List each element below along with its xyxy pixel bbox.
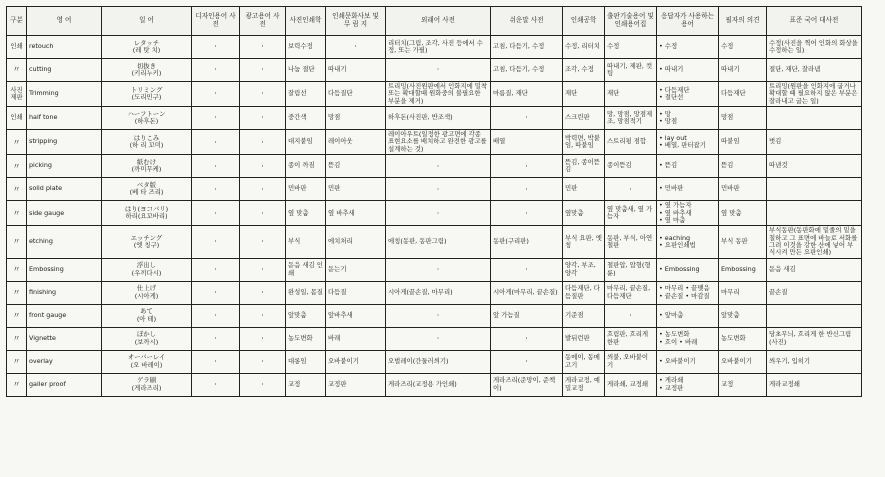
- cell-loan: ·: [386, 59, 491, 82]
- cell-culture: ·: [326, 36, 386, 59]
- cell-dsn: ·: [192, 350, 240, 373]
- cell-dsn: ·: [192, 226, 240, 258]
- cell-easy: 앞 가늠질: [491, 304, 563, 327]
- cell-culture: 레이아웃: [326, 130, 386, 155]
- cell-photo: 종이 까짐: [286, 155, 326, 178]
- cell-std: 따낸것: [767, 155, 862, 178]
- table-row: [7, 178, 862, 201]
- cell-op: 부식 동판: [719, 226, 767, 258]
- cell-loan: 시아게(끝손질, 마무리): [386, 281, 491, 304]
- cell-std: [767, 107, 862, 130]
- cell-line: • 다듬재단: [659, 85, 690, 94]
- cell-eng: 동메이, 동메고기: [563, 350, 605, 373]
- cell-loan: ·: [386, 201, 491, 226]
- cell-resp: [657, 130, 719, 155]
- cell-loan: ·: [386, 258, 491, 281]
- cell-adv: ·: [240, 258, 286, 281]
- cell-dsn: ·: [192, 82, 240, 107]
- cell-op: 옆 맞춤: [719, 201, 767, 226]
- cell-pub: 마무리, 끝손질, 다듬재단: [605, 281, 657, 304]
- cell-easy: 게라즈리(준망이, 준책이): [491, 373, 563, 396]
- cell-pub: 재단: [605, 82, 657, 107]
- cell-photo: 나눔 절단: [286, 59, 326, 82]
- cell-line: (도리민구): [131, 93, 162, 102]
- cell-photo: 중간색: [286, 107, 326, 130]
- cell-resp: [657, 201, 719, 226]
- cell-easy: ·: [491, 107, 563, 130]
- table-row: [7, 130, 862, 155]
- cell-adv: ·: [240, 155, 286, 178]
- cell-cat: 〃: [7, 373, 27, 396]
- cell-line: トリミング: [130, 85, 163, 94]
- column-header: 외래어 사전: [386, 7, 491, 36]
- column-header: 디자인용어 사 전: [192, 7, 240, 36]
- cell-culture: 민판: [326, 178, 386, 201]
- table-row: [7, 155, 862, 178]
- cell-op: 오바붙이기: [719, 350, 767, 373]
- cell-line: (우끼다시): [131, 268, 162, 277]
- cell-line: • 따내기: [659, 65, 684, 74]
- cell-en: half tone: [27, 107, 102, 130]
- cell-pub: 따내기, 제판, 컷팅: [605, 59, 657, 82]
- cell-photo: 교정: [286, 373, 326, 396]
- cell-resp: [657, 373, 719, 396]
- cell-line: あて: [140, 307, 153, 316]
- cell-line: • 망점: [659, 117, 678, 126]
- cell-line: • lay out: [659, 133, 687, 142]
- cell-en: stripping: [27, 130, 102, 155]
- table-row: [7, 281, 862, 304]
- cell-dsn: ·: [192, 130, 240, 155]
- cell-pub: 게라쇄, 교정쇄: [605, 373, 657, 396]
- cell-resp: [657, 82, 719, 107]
- cell-line: 紙むけ: [136, 157, 157, 166]
- cell-line: 仕上げ: [136, 284, 157, 293]
- cell-op: 다듬재단: [719, 82, 767, 107]
- cell-dsn: ·: [192, 201, 240, 226]
- column-header: 쉬운말 사전: [491, 7, 563, 36]
- cell-culture: 옆 바추새: [326, 201, 386, 226]
- column-header: 구분: [7, 7, 27, 36]
- cell-loan: 에칭(동판, 동판그림): [386, 226, 491, 258]
- cell-line: (아 테): [136, 314, 157, 323]
- cell-resp: [657, 107, 719, 130]
- cell-dsn: ·: [192, 59, 240, 82]
- cell-photo: 돋음 새김 인쇄: [286, 258, 326, 281]
- cell-loan: 오벌레이(간둘러씌기): [386, 350, 491, 373]
- cell-cat: 〃: [7, 59, 27, 82]
- table-row: [7, 82, 862, 107]
- cell-culture: 뜯김: [326, 155, 386, 178]
- cell-loan: 리터치(그림, 조각, 사진 등에서 수정, 또는 가필): [386, 36, 491, 59]
- cell-en: cutting: [27, 59, 102, 82]
- column-header: 광고용어 사 전: [240, 7, 286, 36]
- cell-photo: 민바판: [286, 178, 326, 201]
- cell-pub: 씌붙, 오바붙이기: [605, 350, 657, 373]
- cell-easy: 고침, 다듬기, 수정: [491, 36, 563, 59]
- cell-culture: 다듬질: [326, 281, 386, 304]
- cell-adv: ·: [240, 304, 286, 327]
- column-header: 인쇄문화사보 및 무 림 지: [326, 7, 386, 36]
- cell-en: galler proof: [27, 373, 102, 396]
- cell-jp: [102, 59, 192, 82]
- cell-line: 切抜き: [136, 61, 157, 70]
- cell-adv: ·: [240, 107, 286, 130]
- cell-cat: 인쇄: [7, 107, 27, 130]
- cell-line: 浮出し: [136, 261, 157, 270]
- cell-photo: 농도변화: [286, 327, 326, 350]
- cell-line: • 망: [659, 109, 671, 118]
- column-header: 필자의 의견: [719, 7, 767, 36]
- cell-culture: 다듬질단: [326, 82, 386, 107]
- cell-cat: 〃: [7, 226, 27, 258]
- cell-easy: ·: [491, 155, 563, 178]
- cell-pub: 스트리핑 점합: [605, 130, 657, 155]
- cell-culture: 바래: [326, 327, 386, 350]
- cell-eng: 기준점: [563, 304, 605, 327]
- cell-std: [767, 178, 862, 201]
- cell-dsn: ·: [192, 107, 240, 130]
- cell-line: (보까시): [134, 337, 159, 346]
- cell-std: [767, 201, 862, 226]
- cell-eng: 뜯김, 종이뜯김: [563, 155, 605, 178]
- cell-jp: [102, 373, 192, 396]
- cell-loan: ·: [386, 304, 491, 327]
- cell-pub: 수정: [605, 36, 657, 59]
- cell-resp: [657, 327, 719, 350]
- cell-dsn: ·: [192, 281, 240, 304]
- cell-loan: ·: [386, 178, 491, 201]
- cell-line: (하 리 꼬미): [129, 141, 164, 150]
- cell-line: (시아게): [134, 291, 159, 300]
- cell-line: (레 탓 치): [132, 46, 161, 54]
- cell-resp: [657, 258, 719, 281]
- column-header: 인쇄공학: [563, 7, 605, 36]
- table-row: [7, 350, 862, 373]
- cell-adv: ·: [240, 226, 286, 258]
- cell-easy: 고침, 다듬기, 수정: [491, 59, 563, 82]
- cell-pub: 종이뜯김: [605, 155, 657, 178]
- cell-line: オーバーレイ: [127, 353, 166, 362]
- cell-resp: [657, 281, 719, 304]
- cell-op: 뜯김: [719, 155, 767, 178]
- cell-cat: 사진 제판: [7, 82, 27, 107]
- cell-pub: ·: [605, 178, 657, 201]
- cell-line: • 절단선: [659, 93, 684, 102]
- document-page: [6, 6, 879, 468]
- cell-eng: 스크린판: [563, 107, 605, 130]
- cell-std: 당초무늬, 흐리게 한 반신그림(사진): [767, 327, 862, 350]
- cell-resp: [657, 304, 719, 327]
- cell-line: (오 바레이): [130, 360, 163, 369]
- cell-adv: ·: [240, 373, 286, 396]
- cell-pub: 옆 맞춤새, 옆 가늠자: [605, 201, 657, 226]
- terminology-table: [6, 6, 862, 397]
- cell-eng: 양각, 부조, 양각: [563, 258, 605, 281]
- cell-en: picking: [27, 155, 102, 178]
- cell-adv: ·: [240, 59, 286, 82]
- cell-line: はりこみ: [133, 133, 160, 142]
- cell-line: はり(ヨコバリ): [124, 204, 169, 213]
- cell-en: Vignette: [27, 327, 102, 350]
- cell-cat: 〃: [7, 201, 27, 226]
- cell-resp: [657, 226, 719, 258]
- cell-en: etching: [27, 226, 102, 258]
- cell-en: overlay: [27, 350, 102, 373]
- cell-loan: ·: [386, 327, 491, 350]
- cell-easy: 시아게(마무리, 끝손질): [491, 281, 563, 304]
- cell-easy: ·: [491, 178, 563, 201]
- cell-cat: 〃: [7, 281, 27, 304]
- cell-en: front gauge: [27, 304, 102, 327]
- cell-op: 따붙임: [719, 130, 767, 155]
- cell-eng: 수정, 리터치: [563, 36, 605, 59]
- table-row: [7, 226, 862, 258]
- cell-easy: ·: [491, 258, 563, 281]
- cell-adv: ·: [240, 327, 286, 350]
- cell-adv: ·: [240, 130, 286, 155]
- cell-culture: 망점: [326, 107, 386, 130]
- cell-jp: [102, 107, 192, 130]
- table-row: [7, 327, 862, 350]
- header-row: [7, 7, 862, 36]
- cell-en: finishing: [27, 281, 102, 304]
- cell-jp: [102, 201, 192, 226]
- cell-pub: 철판압, 압형(형륜): [605, 258, 657, 281]
- cell-jp: [102, 82, 192, 107]
- cell-pub: 망, 망점, 망점제조, 망점적기: [605, 107, 657, 130]
- cell-resp: [657, 59, 719, 82]
- cell-cat: 〃: [7, 155, 27, 178]
- cell-std: 수정(사진을 찍어 인화의 화상을 수정하는 일): [767, 36, 862, 59]
- cell-line: • 앞마춤: [659, 310, 684, 319]
- cell-cat: 인쇄: [7, 36, 27, 59]
- cell-eng: 민판: [563, 178, 605, 201]
- cell-line: • 오바붙이기: [659, 356, 696, 365]
- cell-std: [767, 304, 862, 327]
- cell-culture: 에치처리: [326, 226, 386, 258]
- cell-pub: ·: [605, 304, 657, 327]
- column-header: 영 어: [27, 7, 102, 36]
- column-header: 표준 국어 대사전: [767, 7, 862, 36]
- cell-line: 하리(요꼬바리): [125, 212, 168, 221]
- cell-easy: ·: [491, 201, 563, 226]
- cell-resp: [657, 155, 719, 178]
- cell-adv: ·: [240, 36, 286, 59]
- column-header: 출판기술용어 및 인쇄용어집: [605, 7, 657, 36]
- cell-photo: 완성일, 몸질: [286, 281, 326, 304]
- cell-op: 따내기: [719, 59, 767, 82]
- cell-dsn: ·: [192, 178, 240, 201]
- cell-op: 농도변화: [719, 327, 767, 350]
- cell-culture: 앞바추새: [326, 304, 386, 327]
- cell-line: ハーフトーン: [127, 109, 166, 118]
- cell-cat: 〃: [7, 327, 27, 350]
- cell-jp: [102, 304, 192, 327]
- cell-std: 돋음 새김: [767, 258, 862, 281]
- cell-std: 벗김: [767, 130, 862, 155]
- cell-dsn: ·: [192, 155, 240, 178]
- cell-photo: 앞맞춤: [286, 304, 326, 327]
- cell-en: Trimming: [27, 82, 102, 107]
- cell-en: retouch: [27, 36, 102, 59]
- cell-cat: 〃: [7, 258, 27, 281]
- cell-op: 민바판: [719, 178, 767, 201]
- cell-line: • 수정: [659, 42, 678, 51]
- cell-resp: [657, 178, 719, 201]
- cell-eng: 다듬재단, 다듬질판: [563, 281, 605, 304]
- cell-eng: 게라교정, 예밀교정: [563, 373, 605, 396]
- cell-cat: 〃: [7, 178, 27, 201]
- cell-eng: 발뒤런판: [563, 327, 605, 350]
- cell-photo: 부식: [286, 226, 326, 258]
- cell-jp: [102, 281, 192, 304]
- cell-line: (베 타 즈리): [129, 188, 164, 197]
- cell-easy: ·: [491, 327, 563, 350]
- cell-line: • 배열, 판터잡기: [659, 141, 706, 150]
- cell-line: • 농도변화: [659, 330, 690, 339]
- cell-loan: ·: [386, 155, 491, 178]
- cell-loan: 트리밍(사진원판에서 인화지에 밀착또는 확대할때 원화중의 불필요한 부분을 제거): [386, 82, 491, 107]
- table-row: [7, 59, 862, 82]
- cell-line: (까미무케): [131, 165, 162, 174]
- cell-photo: 옆 맞춤: [286, 201, 326, 226]
- cell-eng: 옆맞춤: [563, 201, 605, 226]
- table-row: [7, 36, 862, 59]
- cell-line: • 옆 가늠자: [659, 201, 692, 210]
- cell-std: 끝손질: [767, 281, 862, 304]
- cell-pub: 흐림판, 흐리게 한판: [605, 327, 657, 350]
- cell-op: Embossing: [719, 258, 767, 281]
- cell-loan: 하후돈(사진판, 반조색): [386, 107, 491, 130]
- cell-dsn: ·: [192, 373, 240, 396]
- cell-eng: 부식 요판, 엣칭: [563, 226, 605, 258]
- cell-op: 마무리: [719, 281, 767, 304]
- cell-cat: 〃: [7, 304, 27, 327]
- cell-dsn: ·: [192, 258, 240, 281]
- cell-line: • Embossing: [659, 264, 700, 273]
- cell-std: 절단, 재단, 잘라냄: [767, 59, 862, 82]
- cell-jp: [102, 36, 192, 59]
- table-row: [7, 258, 862, 281]
- cell-line: ゲラ刷: [136, 376, 157, 385]
- cell-loan: 게라즈리(교정용 가인쇄): [386, 373, 491, 396]
- cell-en: side gauge: [27, 201, 102, 226]
- cell-line: (게라즈리): [131, 383, 162, 392]
- cell-pub: 동판, 부식, 아연철판: [605, 226, 657, 258]
- cell-std: 트리밍(원판을 인화지에 굽거나 확대할 때 필요하지 않은 부분은 잘라내고 굽는 일): [767, 82, 862, 107]
- cell-resp: [657, 36, 719, 59]
- cell-jp: [102, 350, 192, 373]
- cell-line: • 요판인쇄법: [659, 240, 696, 249]
- cell-std: 게라교정쇄: [767, 373, 862, 396]
- cell-culture: 교정판: [326, 373, 386, 396]
- table-row: [7, 373, 862, 396]
- cell-jp: [102, 178, 192, 201]
- column-header: 일 어: [102, 7, 192, 36]
- cell-en: solid plate: [27, 178, 102, 201]
- cell-line: (하후돈): [134, 117, 159, 126]
- cell-op: 앞맞춤: [719, 304, 767, 327]
- table-row: [7, 107, 862, 130]
- cell-eng: 조각, 수정: [563, 59, 605, 82]
- cell-adv: ·: [240, 201, 286, 226]
- table-row: [7, 201, 862, 226]
- table-row: [7, 304, 862, 327]
- cell-jp: [102, 226, 192, 258]
- cell-eng: 박력면, 박붙임, 따붙임: [563, 130, 605, 155]
- cell-easy: ·: [491, 350, 563, 373]
- cell-std: 씌우기, 입히기: [767, 350, 862, 373]
- cell-line: ぼかし: [136, 330, 157, 339]
- cell-std: 부식동판(동판화에 밑줄의 밑을 칠하고 그 표면에 바늘로 서화를 그려 이것을 강한 산에 넣어 부식시켜 만든 요판인쇄): [767, 226, 862, 258]
- cell-line: • 끝손질 • 마감질: [659, 291, 710, 300]
- cell-photo: 잘림선: [286, 82, 326, 107]
- cell-cat: 〃: [7, 350, 27, 373]
- cell-line: • 뜯김: [659, 161, 678, 170]
- cell-line: ベタ版: [136, 180, 157, 189]
- cell-dsn: ·: [192, 327, 240, 350]
- cell-resp: [657, 350, 719, 373]
- cell-dsn: ·: [192, 36, 240, 59]
- column-header: 사진인쇄학: [286, 7, 326, 36]
- cell-cat: 〃: [7, 130, 27, 155]
- cell-adv: ·: [240, 82, 286, 107]
- cell-line: • 옆 마춤: [659, 215, 686, 224]
- cell-adv: ·: [240, 350, 286, 373]
- cell-photo: 보력수정: [286, 36, 326, 59]
- cell-line: • 마무리 • 끝맺음: [659, 284, 710, 293]
- column-header: 응답자가 사용하는 용어: [657, 7, 719, 36]
- cell-en: Embossing: [27, 258, 102, 281]
- cell-jp: [102, 258, 192, 281]
- cell-line: • 게라쇄: [659, 376, 684, 385]
- cell-line: レタッチ: [133, 38, 160, 47]
- cell-culture: 따내기: [326, 59, 386, 82]
- cell-jp: [102, 130, 192, 155]
- cell-line: • 교정판: [659, 383, 684, 392]
- cell-culture: 오바붙이기: [326, 350, 386, 373]
- cell-line: (키리누키): [131, 69, 162, 77]
- cell-adv: ·: [240, 178, 286, 201]
- cell-line: • 옆 바추새: [659, 208, 692, 217]
- cell-culture: 돋는기: [326, 258, 386, 281]
- cell-line: エッチング: [130, 233, 163, 242]
- cell-easy: 마름질, 재단: [491, 82, 563, 107]
- cell-line: (엣 칭구): [133, 240, 160, 249]
- cell-adv: ·: [240, 281, 286, 304]
- cell-op: 수정: [719, 36, 767, 59]
- cell-photo: 대지붙임: [286, 130, 326, 155]
- cell-easy: 동판(구리판): [491, 226, 563, 258]
- cell-op: 망점: [719, 107, 767, 130]
- cell-line: • eaching: [659, 233, 691, 242]
- cell-dsn: ·: [192, 304, 240, 327]
- cell-jp: [102, 327, 192, 350]
- cell-loan: 레이아우트(일정한 광고면에 각종 표현요소를 배치하고 완전한 광고를 설계하는 것): [386, 130, 491, 155]
- cell-line: • 흐이 • 바래: [659, 337, 698, 346]
- cell-easy: 배열: [491, 130, 563, 155]
- cell-line: • 민바판: [659, 184, 684, 193]
- cell-jp: [102, 155, 192, 178]
- cell-op: 교정: [719, 373, 767, 396]
- cell-eng: 재단: [563, 82, 605, 107]
- cell-photo: 대롱임: [286, 350, 326, 373]
